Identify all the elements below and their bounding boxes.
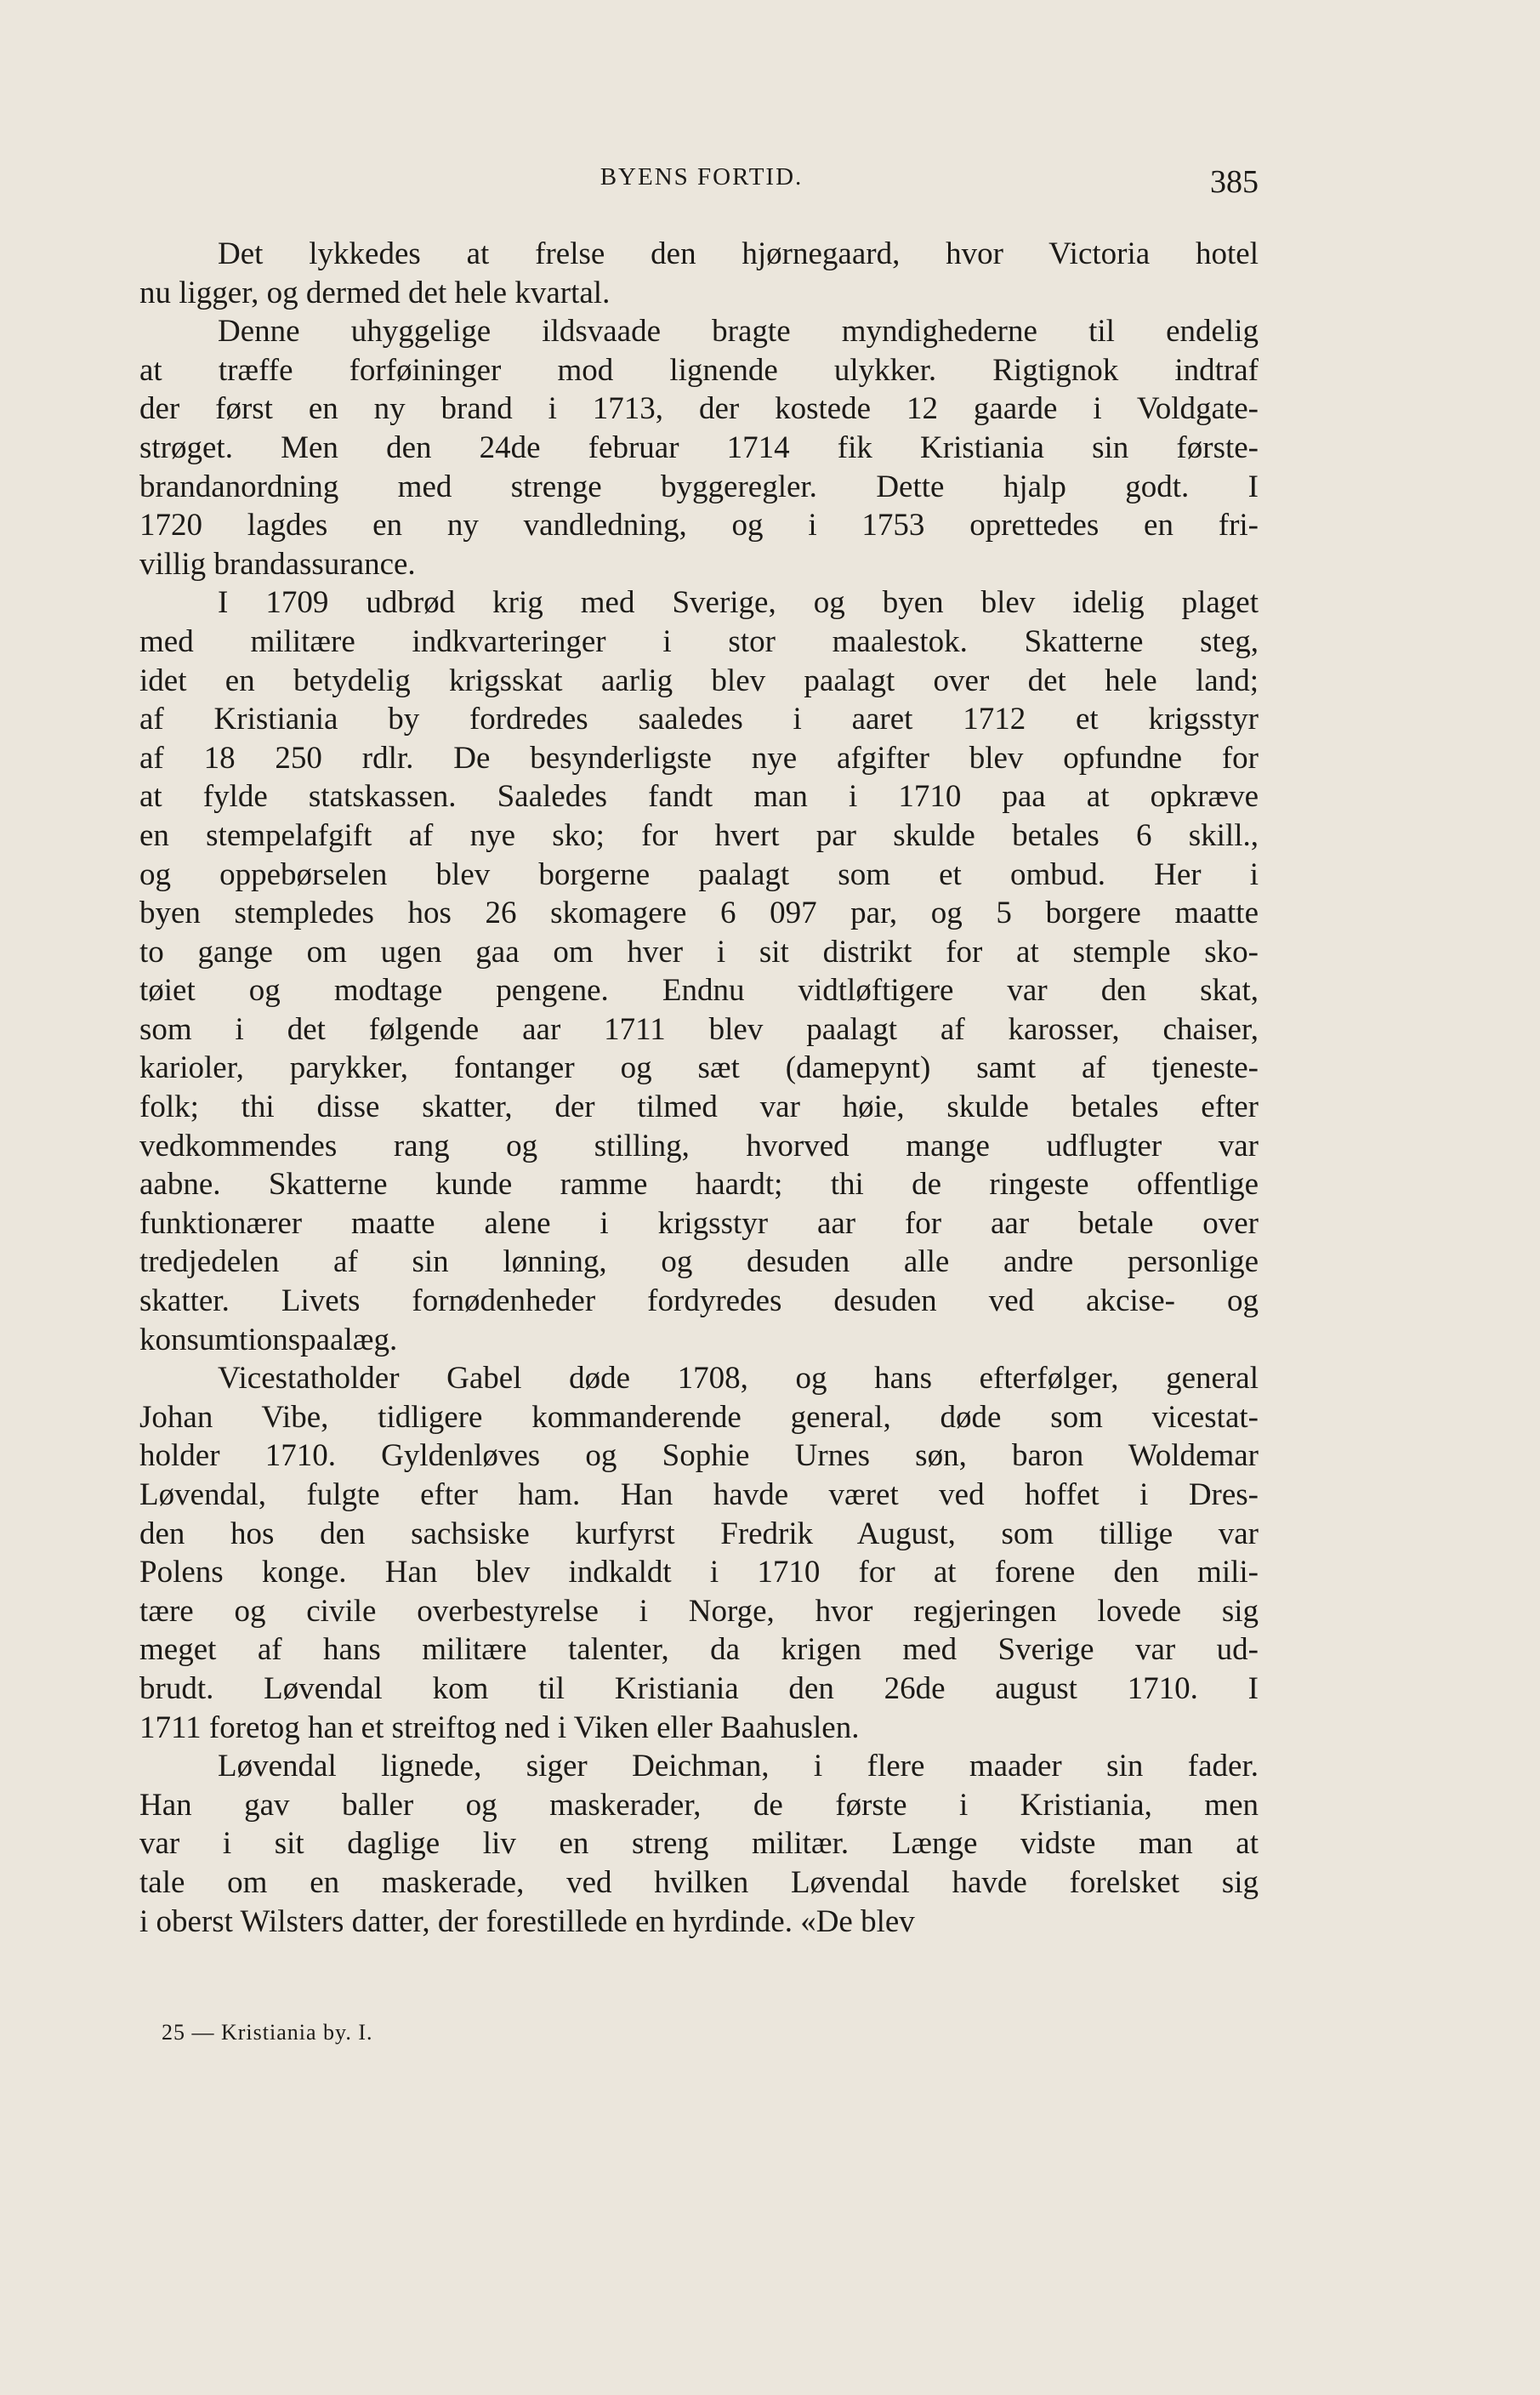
- text-line: Det lykkedes at frelse den hjørnegaard, hvor Victoria hotel: [218, 236, 1259, 271]
- text-line: i oberst Wilsters datter, der forestillede en hyrdinde. «De blev: [139, 1903, 915, 1939]
- text-line: Denne uhyggelige ildsvaade bragte myndighederne til endelig: [218, 314, 1259, 350]
- text-line: at træffe forføininger mod lignende ulykker. Rigtignok indtraf: [139, 352, 1259, 388]
- text-line: Han gav baller og maskerader, de første i Kristiania, men: [139, 1787, 1259, 1823]
- text-line: holder 1710. Gyldenløves og Sophie Urnes søn, baron Woldemar: [139, 1438, 1259, 1474]
- text-line: strøget. Men den 24de februar 1714 fik Kristiania sin første-: [139, 430, 1259, 465]
- text-line: skatter. Livets fornødenheder fordyredes desuden ved akcise- og: [139, 1283, 1259, 1319]
- text-line: 1711 foretog han et streiftog ned i Viken eller Baahuslen.: [139, 1709, 860, 1745]
- text-line: 1720 lagdes en ny vandledning, og i 1753 oprettedes en fri-: [139, 508, 1259, 543]
- text-line: og oppebørselen blev borgerne paalagt som et ombud. Her i: [139, 856, 1259, 892]
- text-line: med militære indkvarteringer i stor maalestok. Skatterne steg,: [139, 623, 1259, 659]
- text-line: villig brandassurance.: [139, 546, 416, 582]
- paragraph: [139, 583, 1259, 1359]
- text-line: Vicestatholder Gabel døde 1708, og hans efterfølger, general: [218, 1361, 1259, 1397]
- text-line: tale om en maskerade, ved hvilken Løvendal havde forelsket sig: [139, 1864, 1259, 1900]
- text-line: som i det følgende aar 1711 blev paalagt af karosser, chaiser,: [139, 1011, 1259, 1047]
- text-line: tære og civile overbestyrelse i Norge, hvor regjeringen lovede sig: [139, 1593, 1259, 1629]
- body-text: [139, 235, 1259, 1941]
- text-line: meget af hans militære talenter, da krigen med Sverige var ud-: [139, 1632, 1259, 1668]
- text-line: Polens konge. Han blev indkaldt i 1710 for at forene den mili-: [139, 1555, 1259, 1590]
- text-line: at fylde statskassen. Saaledes fandt man i 1710 paa at opkræve: [139, 779, 1259, 815]
- text-line: idet en betydelig krigsskat aarlig blev paalagt over det hele land;: [139, 663, 1259, 698]
- text-line: den hos den sachsiske kurfyrst Fredrik August, som tillige var: [139, 1516, 1259, 1551]
- text-line: var i sit daglige liv en streng militær. Længe vidste man at: [139, 1826, 1259, 1862]
- page-header: [145, 163, 1259, 214]
- text-line: vedkommendes rang og stilling, hvorved mange udflugter var: [139, 1128, 1259, 1163]
- paragraph: [139, 235, 1259, 312]
- text-line: folk; thi disse skatter, der tilmed var høie, skulde betales efter: [139, 1089, 1259, 1125]
- text-line: konsumtionspaalæg.: [139, 1322, 398, 1357]
- text-line: tredjedelen af sin lønning, og desuden alle andre personlige: [139, 1244, 1259, 1280]
- paragraph: [139, 1359, 1259, 1747]
- paragraph: [139, 1747, 1259, 1941]
- text-line: brudt. Løvendal kom til Kristiania den 26de august 1710. I: [139, 1670, 1259, 1706]
- printer-signature: 25 — Kristiania by. I.: [162, 2020, 373, 2045]
- text-line: tøiet og modtage pengene. Endnu vidtløftigere var den skat,: [139, 973, 1259, 1009]
- text-line: af Kristiania by fordredes saaledes i aaret 1712 et krigsstyr: [139, 702, 1259, 737]
- text-line: af 18 250 rdlr. De besynderligste nye afgifter blev opfundne for: [139, 740, 1259, 776]
- text-line: Johan Vibe, tidligere kommanderende general, døde som vicestat-: [139, 1399, 1259, 1435]
- text-line: Løvendal, fulgte efter ham. Han havde været ved hoffet i Dres-: [139, 1477, 1259, 1512]
- paragraph: [139, 312, 1259, 583]
- text-line: byen stempledes hos 26 skomagere 6 097 par, og 5 borgere maatte: [139, 896, 1259, 931]
- text-line: funktionærer maatte alene i krigsstyr aar for aar betale over: [139, 1205, 1259, 1241]
- text-line: der først en ny brand i 1713, der kostede 12 gaarde i Voldgate-: [139, 391, 1259, 427]
- text-line: to gange om ugen gaa om hver i sit distrikt for at stemple sko-: [139, 934, 1259, 970]
- text-line: I 1709 udbrød krig med Sverige, og byen blev idelig plaget: [218, 585, 1259, 621]
- text-line: en stempelafgift af nye sko; for hvert par skulde betales 6 skill.,: [139, 817, 1259, 853]
- text-line: brandanordning med strenge byggeregler. Dette hjalp godt. I: [139, 469, 1259, 504]
- text-line: aabne. Skatterne kunde ramme haardt; thi de ringeste offentlige: [139, 1167, 1259, 1203]
- text-line: karioler, parykker, fontanger og sæt (damepynt) samt af tjeneste-: [139, 1050, 1259, 1086]
- text-line: Løvendal lignede, siger Deichman, i flere maader sin fader.: [218, 1749, 1259, 1784]
- running-title: BYENS FORTID.: [600, 163, 804, 191]
- page-number: 385: [1210, 164, 1259, 200]
- text-line: nu ligger, og dermed det hele kvartal.: [139, 275, 611, 310]
